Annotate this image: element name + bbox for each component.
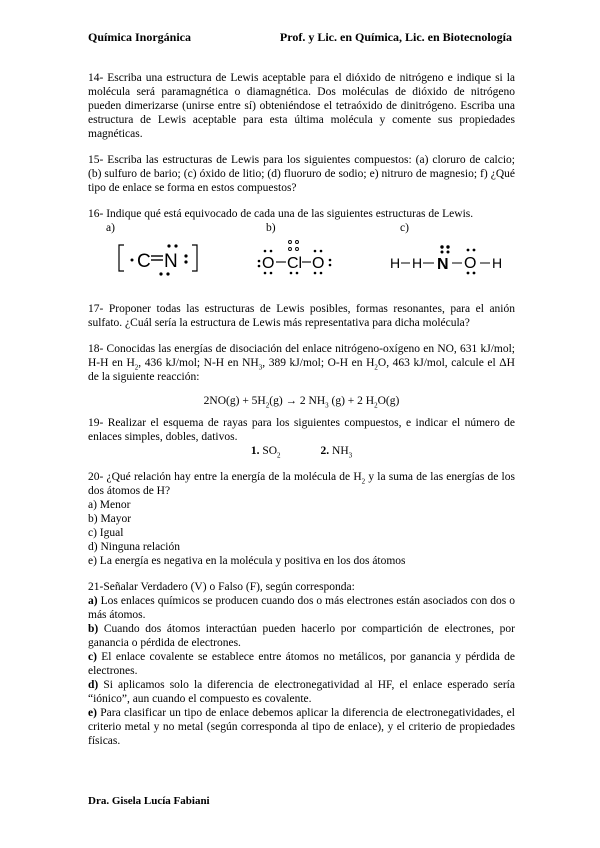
question-21-d: d) Si aplicamos solo la diferencia de electronegatividad al HF, el enlace esperado sería “iónico”, aun cuando el compuesto es covalente. <box>88 679 515 705</box>
option-a: a) Menor <box>88 499 131 511</box>
atom-c: C <box>137 251 151 272</box>
option-b: b) Mayor <box>88 513 132 525</box>
atom-n: N <box>164 251 178 272</box>
question-18: 18- Conocidas las energías de disociación del enlace nitrógeno-oxígeno en NO, 631 kJ/mol; H-H en $H_2$, 436 kJ/mol; N-H en $NH_3$, 389 kJ/mol; O-H en $H_2O$, 463 kJ/mol, calcule el ΔH de la siguiente reacción: <box>88 343 515 383</box>
question-21-c: c) El enlace covalente se establece entre átomos no metálicos, por ganancia y pérdida de electrones. <box>88 651 515 677</box>
label-c: c) <box>400 222 409 234</box>
question-21-a: a) Los enlaces químicos se producen cuando dos o más electrones están asociados con dos o más átomos. <box>88 595 515 621</box>
lewis-structure-labels <box>88 221 515 235</box>
option-c: c) Igual <box>88 527 124 539</box>
question-15: 15- Escriba las estructuras de Lewis para los siguientes compuestos: (a) cloruro de calcio; (b) sulfuro de bario; (c) óxido de litio; (d) fluoruro de sodio; e) nitruro de magnesio; f) ¿Qué tipo de enlace se forma en estos compuestos? <box>88 154 515 194</box>
lewis-structures <box>88 235 515 287</box>
footer-author: Dra. Gisela Lucía Fabiani <box>88 795 210 807</box>
atom-h2: H <box>412 255 423 271</box>
question-14: 14- Escriba una estructura de Lewis aceptable para el dióxido de nitrógeno e indique si la molécula será paramagnética o diamagnética. Dos moléculas de dióxido de nitrógeno pueden dimerizarse (unirse entre sí) obteniéndose el tetraóxido de dinitrógeno. Escriba una estructura de Lewis aceptable para esta última molécula y comente sus propiedades magnéticas. <box>88 72 515 140</box>
lewis-structure-a <box>119 244 197 275</box>
question-21-title: 21-Señalar Verdadero (V) o Falso (F), según corresponda: <box>88 581 355 593</box>
reaction-equation: $2NO(g) + 5H_2(g) \to 2$ $NH_3$ (g) + 2 $H_2O(g)$ <box>203 395 400 410</box>
lewis-structure-b <box>258 241 332 275</box>
question-21-e: e) Para clasificar un tipo de enlace debemos aplicar la diferencia de electronegatividades, el criterio metal y no metal (según corresponda al tipo de enlace), y el criterio de propiedades físicas. <box>88 707 515 747</box>
atom-h3: H <box>492 255 503 271</box>
question-19: 19- Realizar el esquema de rayas para los siguientes compuestos, e indicar el número de enlaces simples, dobles, dativos. <box>88 417 515 443</box>
atom-o-right: O <box>312 255 325 272</box>
atom-o-left: O <box>262 255 275 272</box>
question-19-compounds: 1. $SO_2$ 2. $NH_3$ <box>250 445 353 460</box>
option-e: e) La energía es negativa en la molécula y positiva en los dos átomos <box>88 555 406 567</box>
lewis-structure-c <box>390 245 502 274</box>
exercise-list <box>88 71 515 748</box>
header-professor-title: Prof. y Lic. en Química, Lic. en Biotecnología <box>279 30 512 44</box>
atom-h1: H <box>390 255 401 271</box>
label-b: b) <box>266 222 276 234</box>
atom-n: N <box>437 256 449 273</box>
atom-cl: Cl <box>287 255 303 272</box>
question-16: 16- Indique qué está equivocado de cada una de las siguientes estructuras de Lewis. <box>88 208 474 220</box>
atom-o: O <box>464 255 477 272</box>
question-20: 20- ¿Qué relación hay entre la energía de la molécula de $H_2$ y la suma de las energías de los dos átomos de H? <box>88 471 515 497</box>
option-d: d) Ninguna relación <box>88 541 180 553</box>
header-course-title: Química Inorgánica <box>88 30 192 44</box>
question-21-b: b) Cuando dos átomos interactúan pueden hacerlo por compartición de electrones, por ganancia o pérdida de electrones. <box>88 623 515 649</box>
label-a: a) <box>106 222 115 234</box>
question-17: 17- Proponer todas las estructuras de Lewis posibles, formas resonantes, para el anión sulfato. ¿Cuál sería la estructura de Lewis más representativa para dicha molécula? <box>88 303 515 329</box>
question-20-options <box>88 498 515 568</box>
